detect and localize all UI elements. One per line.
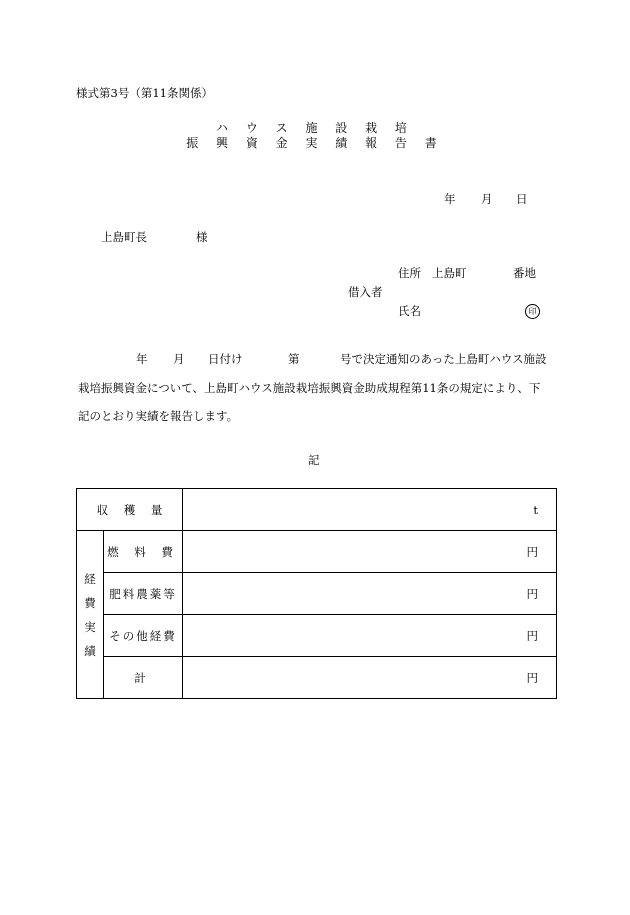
addressee-honorific: 様	[196, 230, 208, 244]
total-value	[183, 657, 557, 699]
ki-heading: 記	[308, 453, 320, 467]
title-line-1: ハ ウ ス 施 設 栽 培	[216, 121, 414, 135]
expense-row	[77, 657, 557, 699]
expense-char: 費	[84, 595, 96, 610]
borrower-label: 借入者	[348, 285, 383, 299]
fertilizer-value	[183, 573, 557, 615]
harvest-label: 収 穫 量	[77, 489, 183, 531]
expense-char: 経	[84, 571, 96, 586]
report-table	[76, 488, 557, 699]
other-value	[183, 615, 557, 657]
form-number: 様式第3号（第11条関係）	[76, 86, 213, 100]
expense-row	[77, 573, 557, 615]
body-line-2: 栽培振興資金について、上島町ハウス施設栽培振興資金助成規程第11条の規定により、下	[78, 381, 541, 395]
fuel-unit: 円	[526, 544, 538, 559]
seal-mark	[525, 303, 540, 319]
address-label: 住所	[398, 266, 421, 280]
fuel-value	[183, 531, 557, 573]
expense-char: 績	[84, 643, 96, 658]
fuel-label: 燃 料 費	[104, 531, 183, 573]
total-unit: 円	[526, 670, 538, 685]
other-unit: 円	[526, 628, 538, 643]
body-month: 月	[173, 352, 185, 366]
body-line1-rest: 号で決定通知のあった上島町ハウス施設	[340, 352, 547, 366]
fertilizer-label: 肥料農薬等	[104, 573, 183, 615]
seal-icon: 印	[525, 304, 540, 319]
expense-row	[77, 531, 557, 573]
body-dai: 第	[288, 352, 300, 366]
expense-group-label	[77, 531, 104, 699]
other-label: その他経費	[104, 615, 183, 657]
harvest-value	[183, 489, 557, 531]
date-month: 月	[481, 192, 493, 206]
harvest-unit: t	[533, 502, 538, 517]
fertilizer-unit: 円	[526, 586, 538, 601]
name-label: 氏名	[398, 304, 421, 318]
harvest-row	[77, 489, 557, 531]
expense-row	[77, 615, 557, 657]
body-line-3: 記のとおり実績を報告します。	[78, 409, 239, 423]
expense-char: 実	[84, 619, 96, 634]
address-suffix: 番地	[513, 266, 536, 280]
title-line-2: 振 興 資 金 実 績 報 告 書	[186, 136, 444, 150]
body-year: 年	[136, 352, 148, 366]
address-town: 上島町	[432, 266, 467, 280]
date-day: 日	[516, 192, 528, 206]
body-date-suffix: 日付け	[208, 352, 243, 366]
total-label: 計	[104, 657, 183, 699]
date-year: 年	[444, 192, 456, 206]
addressee-name: 上島町長	[101, 230, 147, 244]
